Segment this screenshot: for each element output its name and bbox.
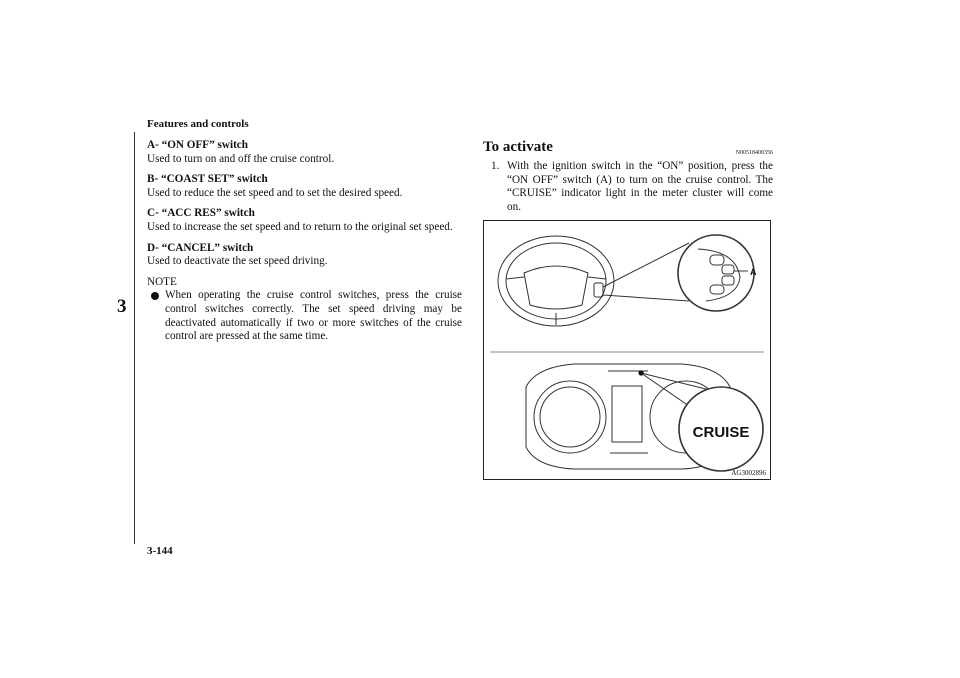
switch-item-c — [147, 207, 462, 234]
switch-button — [710, 255, 724, 265]
indicator-leader-line — [641, 373, 714, 391]
switch-description: Used to increase the set speed and to return to the original set speed. — [147, 220, 453, 233]
activate-section — [483, 139, 773, 214]
callout-label-a: A — [750, 267, 757, 277]
cruise-indicator-dot — [638, 370, 643, 375]
switch-description: Used to deactivate the set speed driving. — [147, 255, 328, 268]
switch-panel-outline — [698, 249, 740, 301]
switch-button — [722, 276, 734, 285]
switch-item-d — [147, 242, 462, 269]
switch-item-b — [147, 173, 462, 200]
step-number: 1. — [491, 160, 500, 172]
chapter-tab: 3 — [117, 296, 127, 317]
zoom-leader-line — [603, 243, 689, 287]
switch-button — [710, 285, 724, 294]
switch-description: Used to reduce the set speed and to set the desired speed. — [147, 186, 403, 199]
indicator-leader-line — [641, 373, 689, 406]
figure-id: AG3002896 — [731, 469, 766, 477]
note-text: When operating the cruise control switches, press the cruise control switches correctly. The set speed driving may be deactivated automatically if two or more switches of the cruise control are pressed at the same time. — [165, 289, 462, 343]
bullet-icon — [151, 292, 159, 300]
running-header: Features and controls — [147, 118, 249, 130]
steering-wheel-outer — [498, 236, 614, 326]
step-text: With the ignition switch in the “ON” position, press the “ON OFF” switch (A) to turn on the cruise control. The “CRUISE” indicator light in the meter cluster will come on. — [507, 160, 773, 213]
section-code: N00518400356 — [735, 150, 773, 156]
steering-and-cluster-illustration — [484, 221, 770, 479]
switch-descriptions — [147, 139, 462, 344]
page-number: 3-144 — [147, 545, 173, 557]
steering-spokes — [506, 277, 606, 325]
steering-wheel-inner — [506, 243, 606, 319]
note-label: NOTE — [147, 275, 177, 288]
steering-hub — [524, 266, 588, 309]
switch-title: A- “ON OFF” switch — [147, 139, 248, 151]
switch-item-a — [147, 139, 462, 166]
cruise-indicator-label: CRUISE — [692, 424, 750, 441]
speedometer-gauge — [534, 381, 606, 453]
switch-title: C- “ACC RES” switch — [147, 207, 255, 220]
illustration-figure — [483, 220, 771, 480]
zoom-leader-line — [603, 295, 689, 301]
section-heading — [483, 139, 773, 156]
switch-title: B- “COAST SET” switch — [147, 173, 268, 186]
chapter-divider-line — [134, 132, 135, 544]
cruise-switch-cluster-small — [594, 283, 603, 297]
center-display — [612, 386, 642, 442]
switch-button — [722, 265, 734, 274]
section-title: To activate — [483, 139, 553, 155]
speedometer-gauge-inner — [540, 387, 600, 447]
switch-description: Used to turn on and off the cruise control. — [147, 152, 335, 165]
switch-title: D- “CANCEL” switch — [147, 241, 254, 254]
note-body — [151, 289, 462, 343]
step-item — [491, 160, 773, 214]
